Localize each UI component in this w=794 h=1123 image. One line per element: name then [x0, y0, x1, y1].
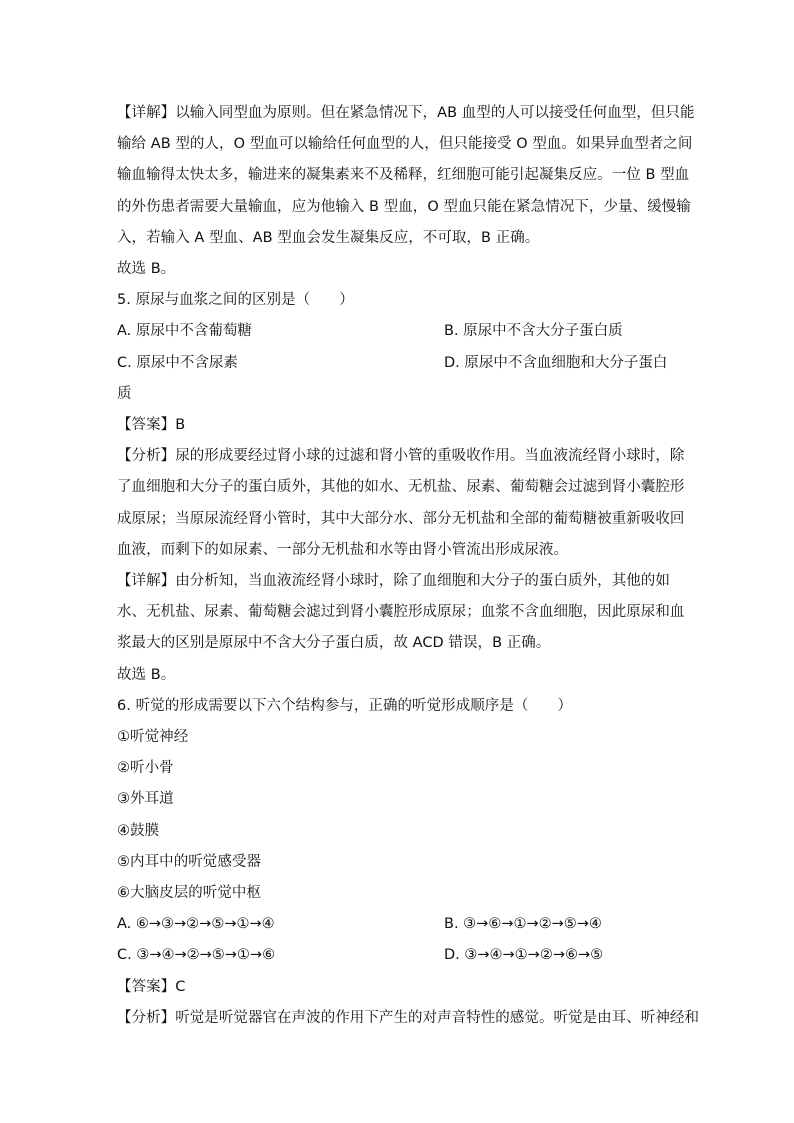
document-content: [117, 98, 699, 1034]
question-5-analysis-line: 【分析】尿的形成要经过肾小球的过滤和肾小管的重吸收作用。当血液流经肾小球时，除: [117, 448, 685, 465]
detail-line: 【详解】以输入同型血为原则。但在紧急情况下，AB 血型的人可以接受任何血型，但只能: [117, 105, 695, 121]
question-5-options-row-2: [117, 348, 677, 379]
question-5-option-b: B. 原尿中不含大分子蛋白质: [444, 323, 623, 340]
question-5-option-d-continued: 质: [117, 385, 132, 402]
question-6-item: ⑤内耳中的听觉感受器: [117, 853, 261, 870]
choice-line: 故选 B。: [117, 261, 176, 278]
question-6-item: ③外耳道: [117, 791, 174, 808]
question-5-choice: 故选 B。: [117, 666, 176, 683]
question-5-analysis-line: 了血细胞和大分子的蛋白质外，其他的如水、无机盐、尿素、葡萄糖会过滤到肾小囊腔形: [117, 479, 685, 496]
question-6-options-row-1: [117, 909, 677, 940]
question-5-options-row-1: [117, 316, 677, 347]
question-5-option-a: A. 原尿中不含葡萄糖: [117, 323, 252, 340]
question-5-option-c: C. 原尿中不含尿素: [117, 354, 238, 371]
question-5-option-d: D. 原尿中不含血细胞和大分子蛋白: [444, 354, 668, 371]
question-6-analysis-line: 【分析】听觉是听觉器官在声波的作用下产生的对声音特性的感觉。听觉是由耳、听神经和: [117, 1009, 699, 1026]
question-6-stem: 6. 听觉的形成需要以下六个结构参与，正确的听觉形成顺序是（ ）: [117, 697, 573, 714]
question-6-option-b: B. ③→⑥→①→②→⑤→④: [444, 916, 602, 933]
detail-line: 输给 AB 型的人，O 型血可以输给任何血型的人，但只能接受 O 型血。如果异血型者之间: [117, 136, 693, 153]
question-5-detail-line: 浆最大的区别是原尿中不含大分子蛋白质，故 ACD 错误，B 正确。: [117, 635, 551, 652]
question-6-option-d: D. ③→④→①→②→⑥→⑤: [444, 947, 604, 964]
detail-line: 入，若输入 A 型血、AB 型血会发生凝集反应，不可取，B 正确。: [117, 229, 540, 246]
detail-line: 的外伤患者需要大量输血，应为他输入 B 型血，O 型血只能在紧急情况下，少量、缓慢输: [117, 198, 691, 215]
question-6-item: ④鼓膜: [117, 822, 160, 839]
question-6-answer: 【答案】C: [117, 978, 186, 995]
question-6-item: ⑥大脑皮层的听觉中枢: [117, 885, 261, 902]
question-6-option-c: C. ③→④→②→⑤→①→⑥: [117, 947, 276, 964]
question-5-analysis-line: 成原尿；当原尿流经肾小管时，其中大部分水、部分无机盐和全部的葡萄糖被重新吸收回: [117, 510, 685, 527]
detail-line: 输血输得太快太多，输进来的凝集素来不及稀释，红细胞可能引起凝集反应。一位 B 型血: [117, 167, 690, 184]
question-6-item: ①听觉神经: [117, 729, 189, 746]
question-6-item: ②听小骨: [117, 760, 174, 777]
question-6-option-a: A. ⑥→③→②→⑤→①→④: [117, 916, 275, 933]
question-5-detail-line: 水、无机盐、尿素、葡萄糖会滤过到肾小囊腔形成原尿；血浆不含血细胞，因此原尿和血: [117, 604, 685, 621]
question-5-stem: 5. 原尿与血浆之间的区别是（ ）: [117, 292, 354, 309]
question-5-answer: 【答案】B: [117, 417, 186, 433]
question-5-analysis-line: 血液，而剩下的如尿素、一部分无机盐和水等由肾小管流出形成尿液。: [117, 541, 569, 558]
question-6-options-row-2: [117, 940, 677, 971]
question-5-detail-line: 【详解】由分析知，当血液流经肾小球时，除了血细胞和大分子的蛋白质外，其他的如: [117, 573, 670, 590]
